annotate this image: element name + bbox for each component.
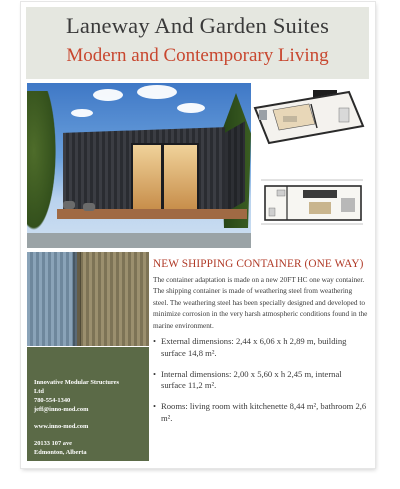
floor-plan-3d xyxy=(253,90,365,145)
spec-external-dimensions: • External dimensions: 2,44 x 6,06 x h 2,89 m, building surface 14,8 m². xyxy=(153,336,368,360)
spec-list xyxy=(153,336,368,434)
page-title: Laneway And Garden Suites xyxy=(65,13,330,38)
page-subtitle: Modern and Contemporary Living xyxy=(66,45,329,66)
contact-block xyxy=(27,347,149,461)
spec-rooms: • Rooms: living room with kitchenette 8,44 m², bathroom 2,6 m². xyxy=(153,401,368,425)
email-address[interactable]: jeff@inno-mod.com xyxy=(34,406,89,413)
brochure-page xyxy=(21,2,375,468)
section-heading: NEW SHIPPING CONTAINER (ONE WAY) xyxy=(153,258,364,270)
address-city: Edmonton, Alberta xyxy=(34,449,87,456)
spec-internal-dimensions: • Internal dimensions: 2,00 x 5,60 x h 2,45 m, internal surface 11,2 m². xyxy=(153,369,368,393)
shipping-containers-photo xyxy=(27,252,149,346)
website-link[interactable]: www.inno-mod.com xyxy=(34,423,89,430)
container-home-photo xyxy=(27,83,251,248)
phone-number: 780-554-1340 xyxy=(34,397,71,404)
company-suffix: Ltd xyxy=(34,388,44,395)
company-name: Innovative Modular Structures xyxy=(34,379,119,386)
header-banner xyxy=(26,7,369,79)
floor-plan-2d xyxy=(257,174,367,230)
intro-paragraph: The container adaptation is made on a new 20FT HC one way container. The shipping container is made of weathering steel from weathering steel. The weathering steel has been specially designed and developed to minimize corrosion in the very harsh atmospheric conditions found in the marine environment. xyxy=(153,275,368,330)
address-street: 20133 107 ave xyxy=(34,440,72,447)
